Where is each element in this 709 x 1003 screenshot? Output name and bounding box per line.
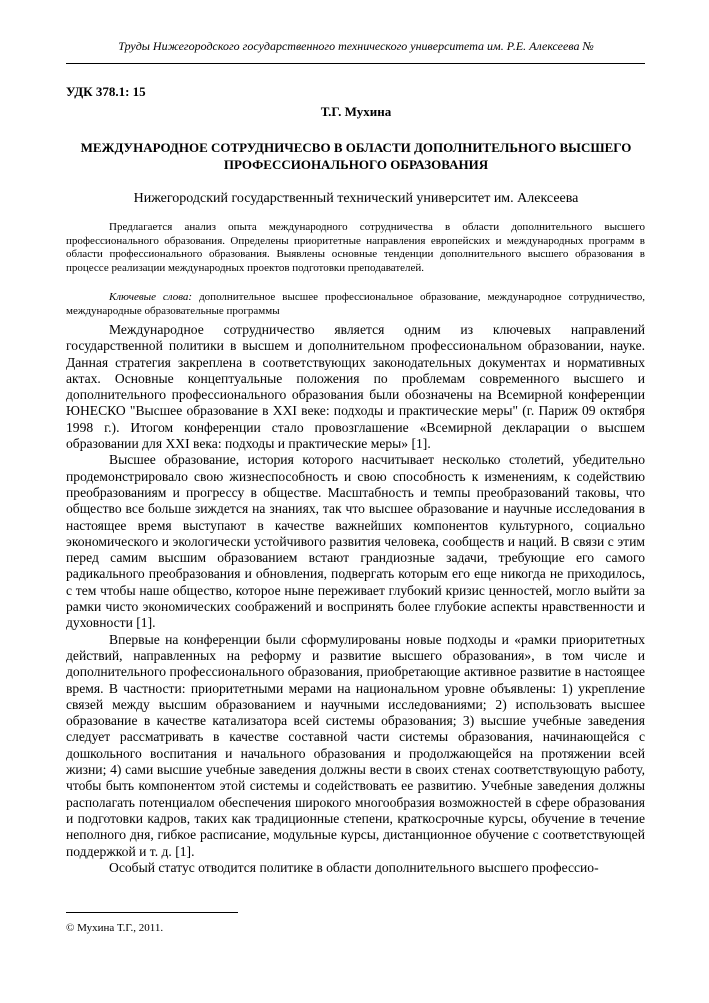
paper-title: МЕЖДУНАРОДНОЕ СОТРУДНИЧЕСВО В ОБЛАСТИ ДОПОЛНИТЕЛЬНОГО ВЫСШЕГО ПРОФЕССИОНАЛЬНОГО ОБРАЗОВАНИЯ: [80, 140, 632, 172]
paragraph: Особый статус отводится политике в области дополнительного высшего профессио-: [109, 859, 599, 875]
abstract: Предлагается анализ опыта международного сотрудничества в области дополнительного высшего профессионального образования. Определены приоритетные направления европейских и международных программ в области профессионального образования. Выявлены основные тенденции дополнительного высшего образования в процессе реализации международных проектов подготовки преподавателей.: [66, 221, 645, 274]
paragraph: Международное сотрудничество является одним из ключевых направлений государственной политики в высшем и дополнительном профессиональном образовании, науке. Данная стратегия закреплена в соответствующих законодательных документах и нормативных актах. Основные концептуальные положения по проблемам современного высшего и дополнительного профессионального образования были обозначены на Всемирной конференции ЮНЕСКО "Высшее образование в XXI веке: подходы и практические меры" (г. Париж 09 октября 1998 г.). Итогом конференции стало провозглашение «Всемирной декларации о высшем образовании для XXI века: подходы и практические меры» [1].: [66, 322, 645, 452]
affiliation: Нижегородский государственный технический университет им. Алексеева: [133, 191, 579, 206]
header-rule: [66, 63, 645, 64]
body-text: [66, 322, 645, 876]
keywords-label: Ключевые слова:: [109, 291, 193, 303]
paragraph: Высшее образование, история которого насчитывает несколько столетий, убедительно продемонстрировало свою жизнеспособность и свою способность к изменениям, к содействию преобразованиям и прогрессу в обществе. Масштабность и темпы преобразований таковы, что общество все больше зиждется на знаниях, так что высшее образование и научные исследования в настоящее время выступают в качестве важнейших компонентов культурного, социально экономического и экологически устойчивого развития человека, сообществ и наций. В связи с этим перед самим высшим образованием встают грандиозные задачи, требующие его самого радикального преобразования и обновления, подвергать которым его еще никогда не приходилось, с тем чтобы наше общество, которое ныне переживает глубокий кризис ценностей, могло выйти за рамки чисто экономических соображений и воспринять более глубокие аспекты нравственности и духовности [1].: [66, 452, 645, 631]
udc-code: УДК 378.1: 15: [66, 84, 146, 99]
copyright-footnote: © Мухина Т.Г., 2011.: [66, 922, 164, 934]
running-header: Труды Нижегородского государственного технического университета им. Р.Е. Алексеева №: [118, 39, 594, 53]
paragraph: Впервые на конференции были сформулированы новые подходы и «рамки приоритетных действий, направленных на реформу и развитие высшего образования», в том числе и дополнительного профессионального образования, приобретающие активное развитие в настоящее время. В частности: приоритетными мерами на национальном уровне объявлены: 1) укрепление связей между высшим образованием и научными исследованиями; 2) использовать высшее образование в качестве катализатора всей системы образования; 3) высшие учебные заведения следует рассматривать в качестве составной части системы образования, начинающейся с дошкольного воспитания и начального образования и продолжающейся на протяжении всей жизни; 4) сами высшие учебные заведения должны вести в своих стенах соответствующую работу, чтобы быть компонентом этой системы и содействовать ее развитию. Учебные заведения должны располагать потенциалом обеспечения широкого многообразия возможностей в сфере образования и подготовки кадров, таких как традиционные степени, краткосрочные курсы, обучение в течение неполного дня, гибкое расписание, модульные курсы, дистанционное обучение с соответствующей поддержкой и т. д. [1].: [66, 631, 645, 859]
keywords-text: дополнительное высшее профессиональное образование, международное сотрудничество, международные образовательные программы: [66, 291, 646, 317]
author-name: Т.Г. Мухина: [320, 104, 392, 119]
footnote-rule: [66, 912, 238, 913]
keywords: [66, 290, 645, 318]
